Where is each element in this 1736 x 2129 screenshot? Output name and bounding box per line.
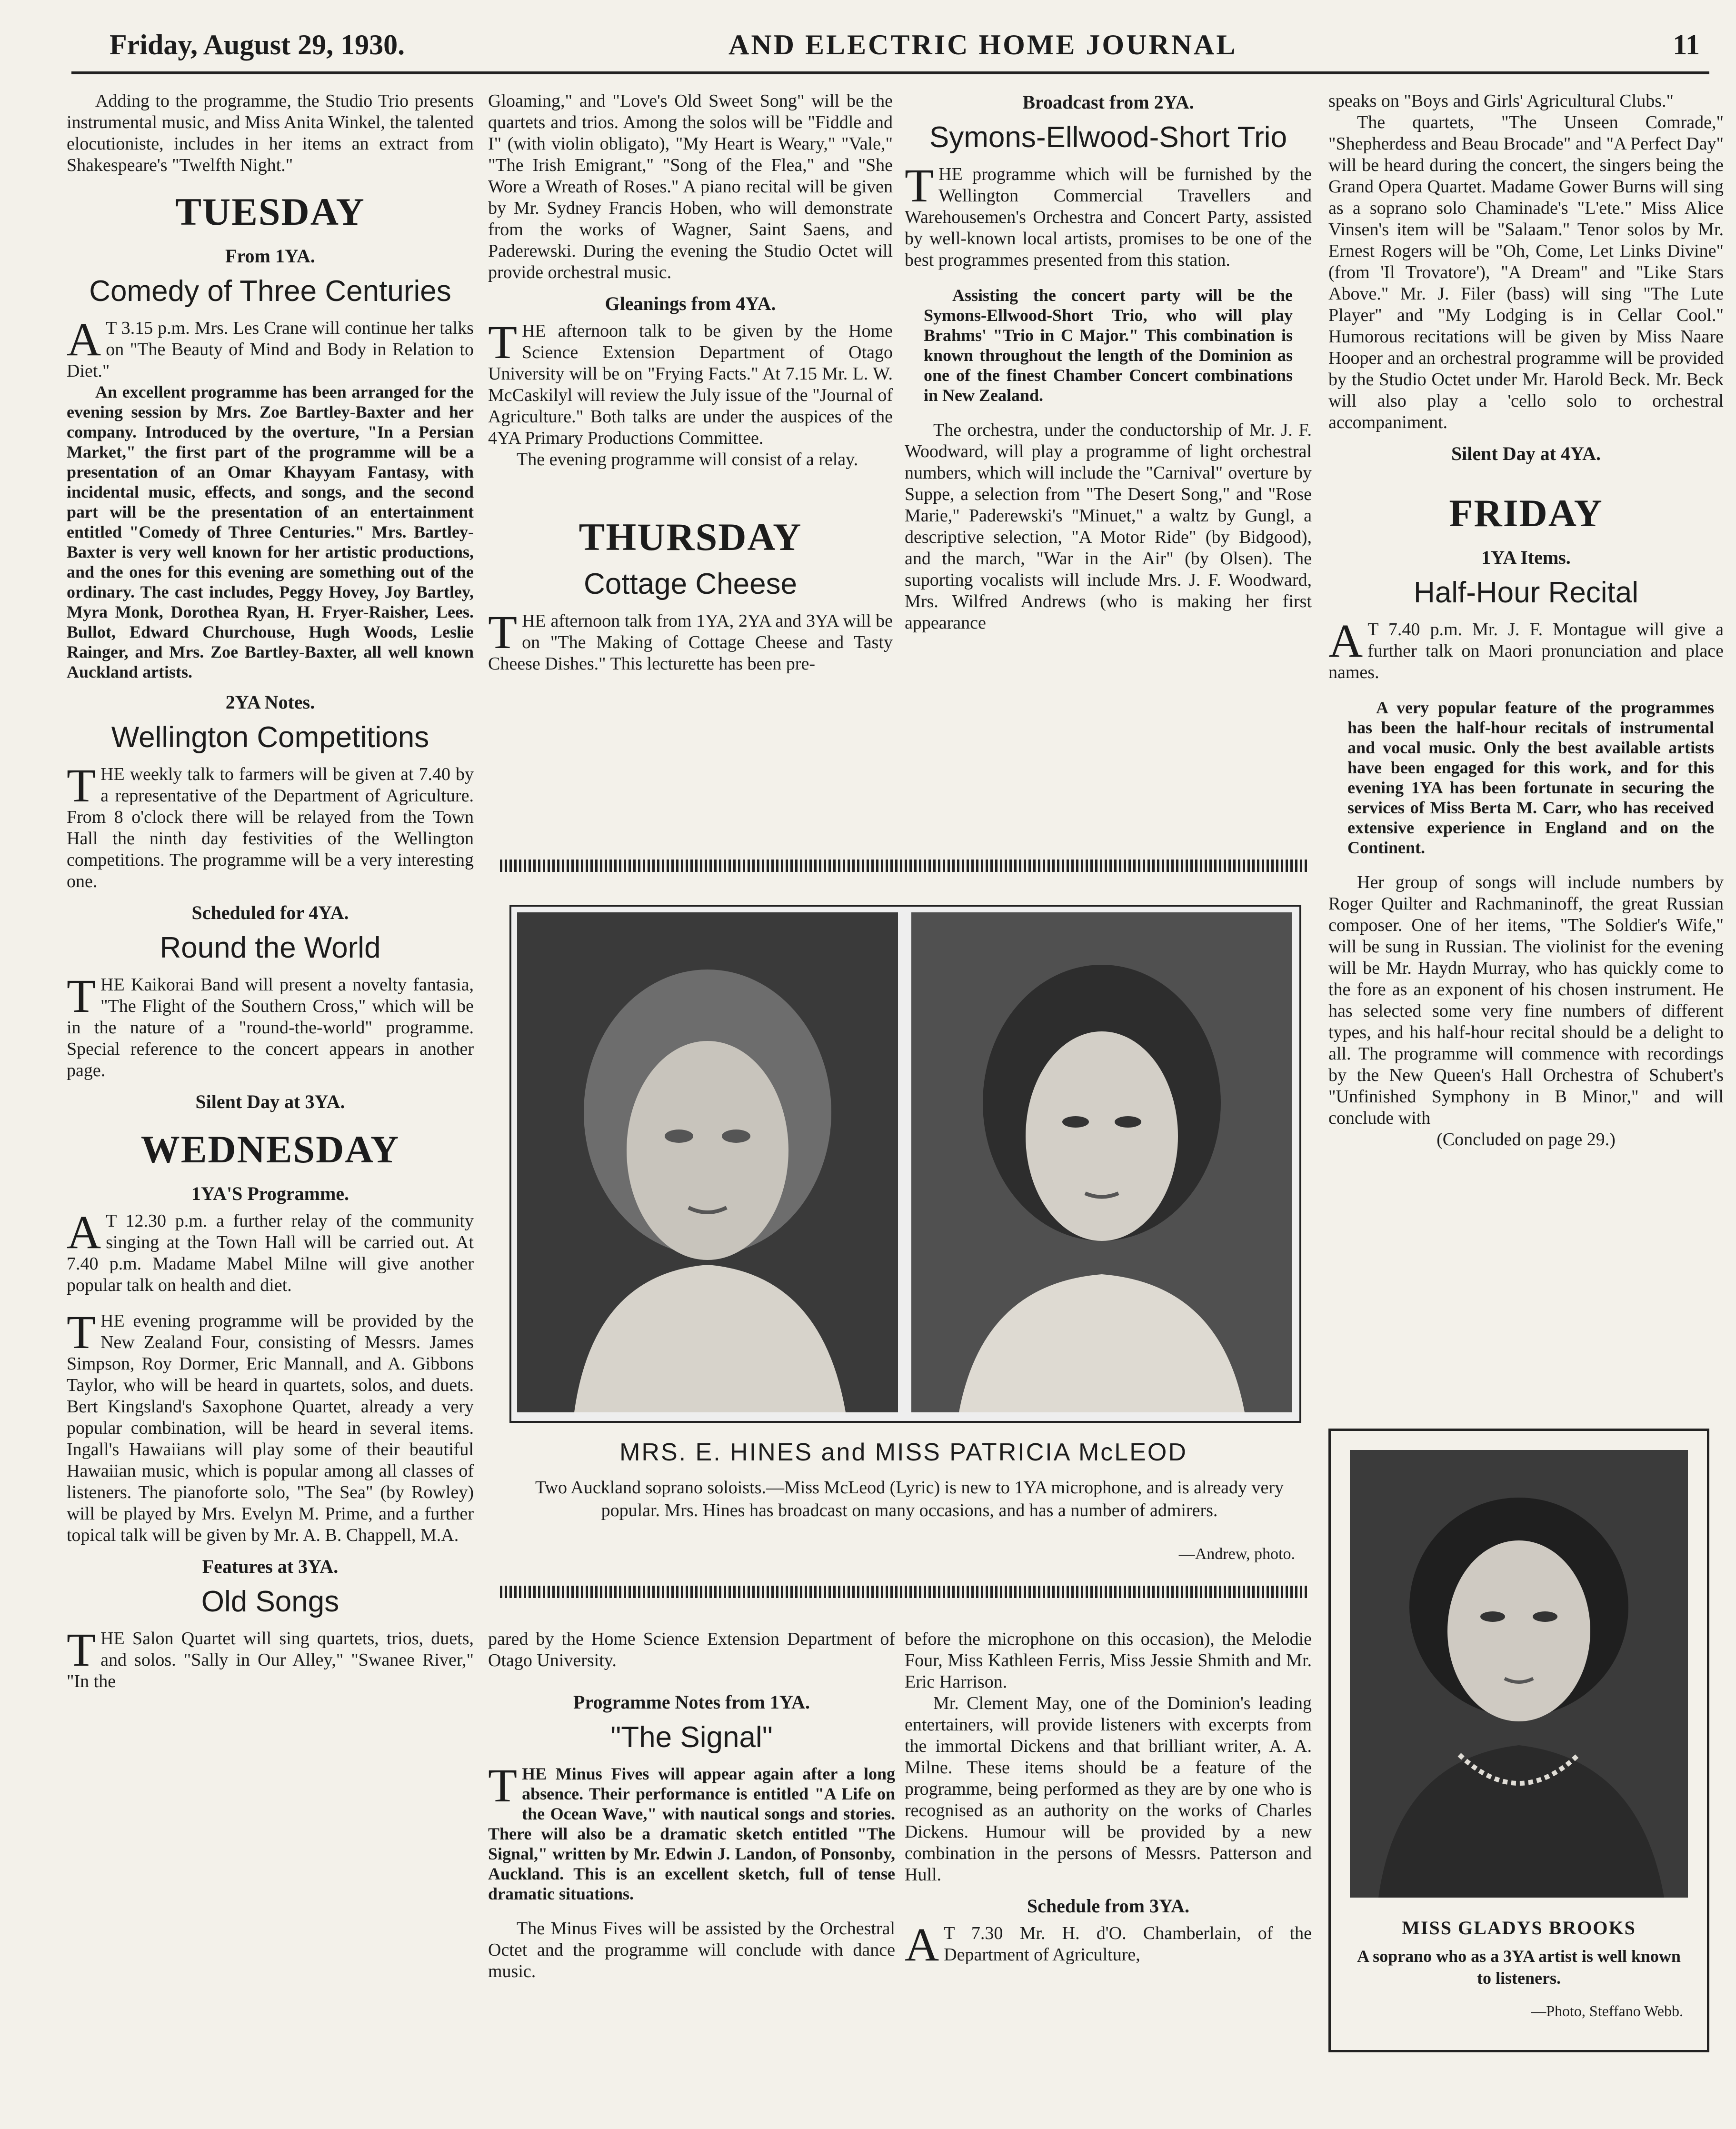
trio-bold-paragraph: Assisting the concert party will be the Symons-Ellwood-Short Trio, who will play Brahms' "Trio in C Major." This combination is known throughout the length of the Dominion as one of the finest Chamber Concert combinations in New Zealand. — [924, 286, 1293, 405]
schedule-3ya-subhead: Schedule from 3YA. — [1027, 1895, 1190, 1917]
decorative-divider-bottom — [500, 1586, 1309, 1598]
column-2 — [488, 90, 893, 675]
drop-cap: T — [488, 606, 518, 659]
silent-4ya-subhead: Silent Day at 4YA. — [1451, 443, 1601, 464]
schedule-paragraph — [905, 1918, 1312, 1971]
wellington-text: HE weekly talk to farmers will be given at 7.40 by a representative of the Department of Agriculture. From 8 o'clock there will be relayed from the Town Hall the ninth day festivities of the Wellington competitions. The programme will be a very interesting one. — [67, 764, 474, 891]
wednesday-text-1: T 12.30 p.m. a further relay of the community singing at the Town Hall will be carried out. At 7.40 p.m. Madame Mabel Milne will give another popular talk on health and diet. — [67, 1211, 474, 1295]
drop-cap: A — [1328, 614, 1363, 667]
cheese-text: HE afternoon talk from 1YA, 2YA and 3YA will be on "The Making of Cottage Cheese and Tasty Cheese Dishes." This lecturette has been pre- — [488, 611, 893, 674]
comedy-paragraph — [67, 313, 474, 382]
recital-text-1: T 7.40 p.m. Mr. J. F. Montague will give a further talk on Maori pronunciation and place names. — [1328, 620, 1724, 682]
page-number: 11 — [1673, 29, 1700, 60]
brooks-credit: —Photo, Steffano Webb. — [1531, 2002, 1683, 2019]
signal-title: "The Signal" — [610, 1721, 773, 1754]
col4-top-paragraph: speaks on "Boys and Girls' Agricultural Clubs." — [1328, 91, 1674, 111]
old-songs-paragraph — [67, 1623, 474, 1692]
column-3 — [905, 90, 1312, 634]
wednesday-text-2: HE evening programme will be provided by the New Zealand Four, consisting of Messrs. James Simpson, Roy Dormer, Eric Mannall, and A. Gibbons Taylor, who will be heard in quartets, solos, and duets. Bert Kingsland's Saxophone Quartet, already a very popular combination, will be heard in several items. Ingall's Hawaiians will play some of their beautiful Hawaiian music, which is popular among all classes of listeners. The pianoforte solo, "The Sea" (by Rowley) will be played by Mrs. Evelyn M. Prime, and a further topical talk will be given by Mr. A. B. Chappell, M.A. — [67, 1311, 474, 1545]
comedy-bold-paragraph: An excellent programme has been arranged for the evening session by Mrs. Zoe Bartley-Baxter and her company. Introduced by the overture, "In a Persian Market," the first part of the programme will be a presentation of an Omar Khayyam Fantasy, with incidental music, effects, and songs, and the second part will be the presentation of an entertainment entitled "Comedy of Three Centuries." Mrs. Bartley-Baxter is very well known for her artistic productions, and the ones for this evening are something out of the ordinary. The cast includes, Peggy Hovey, Joy Bartley, Myra Monk, Dorothea Ryan, H. Fryer-Raisher, Lees. Bullot, Edward Churchouse, Hugh Woods, Leslie Rainger, and Mrs. Zoe Bartley-Baxter, all well known Auckland artists. — [67, 382, 474, 681]
col4-quartets-paragraph: The quartets, "The Unseen Comrade," "Shepherdess and Beau Brocade" and "A Perfect Day" will be heard during the concert, the singers being the Grand Opera Quartet. Madame Gower Burns will sing as a soprano solo Chaminade's "L'ete." Miss Alice Vinsen's item will be "Salaam." Tenor solos by Mr. Ernest Rogers will be "Oh, Come, Let Links Divine" (from 'Il Trovatore'), "A Dream" and "Like Stars Above." Mr. J. Filer (bass) will sing "The Lute Player" and "My Lodging is in Cellar Cool." Humorous recitations will be given by Miss Naare Hooper and an orchestral programme will be provided by the Studio Octet under Mr. Harold Beck. Mr. Beck will also play a 'cello solo to orchestral accompaniment. — [1328, 112, 1724, 432]
comedy-text: T 3.15 p.m. Mrs. Les Crane will continue her talks on "The Beauty of Mind and Body in Relation to Diet." — [67, 318, 474, 381]
round-world-text: HE Kaikorai Band will present a novelty fantasia, "The Flight of the Southern Cross," which will be in the nature of a "round-the-world" programme. Special reference to the concert appears in another page. — [67, 975, 474, 1080]
round-world-paragraph — [67, 970, 474, 1081]
wednesday-heading: WEDNESDAY — [140, 1128, 400, 1171]
notes-1ya-subhead: Programme Notes from 1YA. — [573, 1691, 810, 1713]
items-1ya-subhead: 1YA Items. — [1481, 547, 1571, 568]
recital-bold-paragraph: A very popular feature of the programmes has been the half-hour recitals of instrumental and vocal music. Only the best available artists have been engaged for this work, and for this evening 1YA has been fortunate in securing the services of Miss Berta M. Carr, who has received extensive experience in England and on the Continent. — [1347, 698, 1714, 857]
tuesday-heading: TUESDAY — [175, 190, 365, 233]
broadcast-2ya-subhead: Broadcast from 2YA. — [1022, 91, 1194, 113]
gleanings-paragraph — [488, 316, 893, 449]
concluded-note: (Concluded on page 29.) — [1437, 1129, 1616, 1149]
wellington-title: Wellington Competitions — [111, 721, 429, 754]
portrait-miss-mcleod — [911, 912, 1292, 1412]
col2b-top-paragraph: pared by the Home Science Extension Department of Otago University. — [488, 1629, 895, 1670]
brooks-name: MISS GLADYS BROOKS — [1402, 1917, 1636, 1939]
old-songs-title: Old Songs — [201, 1585, 339, 1618]
prog-1ya-subhead: 1YA'S Programme. — [191, 1183, 349, 1204]
drop-cap: A — [905, 1918, 939, 1971]
trio-text-1: HE programme which will be furnished by the Wellington Commercial Travellers and Warehousemen's Orchestra and Concert Party, assisted by well-known local artists, promises to be one of the best programmes presented from this station. — [905, 164, 1312, 270]
notes-2ya-subhead: 2YA Notes. — [225, 691, 315, 713]
col2-top-paragraph: Gloaming," and "Love's Old Sweet Song" will be the quartets and trios. Among the solos will be "Fiddle and I" (with violin obligato), "My Heart is Weary," "Vale," "The Irish Emigrant," "Song of the Flea," and "She Wore a Wreath of Roses." A piano recital will be given by Mr. Sydney Francis Hoben, who will demonstrate from the works of Wagner, Saint Saens, and Paderewski. During the evening the Studio Octet will provide orchestral music. — [488, 91, 893, 282]
portrait-mrs-hines — [517, 912, 898, 1412]
cheese-title: Cottage Cheese — [583, 568, 798, 600]
photo-caption-title: MRS. E. HINES and MISS PATRICIA McLEOD — [619, 1439, 1187, 1466]
signal-bold-paragraph — [488, 1759, 895, 1904]
intro-paragraph: Adding to the programme, the Studio Trio presents instrumental music, and Miss Anita Winkel, the talented elocutioniste, includes in her items an extract from Shakespeare's "Twelfth Night." — [67, 91, 474, 175]
recital-paragraph-3: Her group of songs will include numbers by Roger Quilter and Rachmaninoff, the great Russian composer. One of her items, "The Soldier's Wife," will be sung in Russian. The violinist for the evening will be Mr. Haydn Murray, who has quickly come to the fore as an exponent of his chosen instrument. He has selected some very fine numbers of different types, and his half-hour recital should be a delight to all. The programme will commence with recordings by the New Queen's Hall Orchestra of Schubert's "Unfinished Symphony in B Minor," and will conclude with — [1328, 872, 1724, 1128]
drop-cap: T — [905, 159, 934, 212]
drop-cap: A — [67, 313, 101, 366]
column-2-bottom — [488, 1629, 895, 1982]
column-4 — [1328, 90, 1724, 1150]
round-world-title: Round the World — [160, 931, 381, 964]
clement-may-paragraph: Mr. Clement May, one of the Dominion's leading entertainers, will provide listeners with excerpts from the immortal Dickens and that brilliant writer, A. A. Milne. These items should be a feature of the programme, being performed as they are by one who is recognised as an authority on the works of Charles Dickens. Humour will be provided by a new combination in the persons of Messrs. Patterson and Hull. — [905, 1693, 1312, 1885]
gleanings-subhead: Gleanings from 4YA. — [605, 293, 776, 314]
gleanings-text: HE afternoon talk to be given by the Home Science Extension Department of Otago University will be on "Frying Facts." At 7.15 Mr. L. W. McCaskilyl will review the July issue of the "Journal of Agriculture." Both talks are under the auspices of the 4YA Primary Productions Committee. — [488, 321, 893, 448]
from-1ya-subhead: From 1YA. — [225, 245, 315, 267]
scheduled-4ya-subhead: Scheduled for 4YA. — [191, 902, 349, 923]
col3b-top-paragraph: before the microphone on this occasion), the Melodie Four, Miss Kathleen Ferris, Miss Jessie Shmith and Mr. Eric Harrison. — [905, 1629, 1312, 1692]
issue-date: Friday, August 29, 1930. — [110, 29, 405, 60]
wednesday-paragraph-2 — [67, 1306, 474, 1546]
photo-caption-text: Two Auckland soprano soloists.—Miss McLeod (Lyric) is new to 1YA microphone, and is already very popular. Mrs. Hines has broadcast on many occasions, and has a number of admirers. — [535, 1478, 1284, 1520]
schedule-text: T 7.30 Mr. H. d'O. Chamberlain, of the Department of Agriculture, — [944, 1923, 1312, 1965]
trio-paragraph-3: The orchestra, under the conductorship of Mr. J. F. Woodward, will play a programme of light orchestral numbers, which will include the "Carnival" overture by Suppe, a selection from "The Desert Song," and "Rose Marie," Paderewski's "Minuet," a waltz by Gungl, a descriptive selection, "A Motor Ride" (by Bidgood), and the march, "War in the Air" (by Olsen). The suporting vocalists will include Mrs. J. F. Woodward, Mrs. Wilfred Andrews (who is making her first appearance — [905, 420, 1312, 633]
recital-title: Half-Hour Recital — [1413, 576, 1639, 609]
trio-paragraph-1 — [905, 159, 1312, 271]
signal-paragraph-2: The Minus Fives will be assisted by the Orchestral Octet and the programme will conclude with dance music. — [488, 1919, 895, 1981]
journal-title: AND ELECTRIC HOME JOURNAL — [728, 29, 1237, 60]
portrait-gladys-brooks — [1350, 1450, 1688, 1898]
drop-cap: T — [67, 970, 96, 1022]
column-3-bottom — [905, 1629, 1312, 1971]
brooks-photo-box — [1328, 1429, 1709, 2052]
wellington-paragraph — [67, 759, 474, 892]
thursday-heading: THURSDAY — [579, 515, 802, 559]
recital-paragraph-1 — [1328, 614, 1724, 683]
friday-heading: FRIDAY — [1449, 491, 1603, 535]
comedy-title: Comedy of Three Centuries — [89, 275, 451, 308]
drop-cap: T — [67, 1623, 96, 1676]
masthead — [71, 19, 1709, 74]
features-3ya-subhead: Features at 3YA. — [202, 1556, 339, 1577]
column-1 — [67, 90, 474, 1692]
old-songs-text: HE Salon Quartet will sing quartets, trios, duets, and solos. "Sally in Our Alley," "Swanee River," "In the — [67, 1629, 474, 1691]
photo-caption-credit: —Andrew, photo. — [1178, 1545, 1295, 1563]
brooks-caption: A soprano who as a 3YA artist is well known to listeners. — [1357, 1947, 1681, 1988]
wednesday-paragraph-1 — [67, 1206, 474, 1296]
drop-cap: T — [67, 759, 96, 812]
decorative-divider-top — [500, 860, 1309, 872]
cheese-paragraph — [488, 606, 893, 675]
gleanings-paragraph-2: The evening programme will consist of a relay. — [517, 450, 858, 470]
portrait-photos — [509, 905, 1301, 1423]
silent-3ya-subhead: Silent Day at 3YA. — [195, 1091, 345, 1112]
drop-cap: A — [67, 1206, 101, 1259]
drop-cap: T — [67, 1306, 96, 1359]
trio-title: Symons-Ellwood-Short Trio — [929, 121, 1287, 154]
drop-cap: T — [488, 316, 518, 369]
drop-cap: T — [488, 1759, 518, 1812]
signal-text-1: HE Minus Fives will appear again after a long absence. Their performance is entitled "A Life on the Ocean Wave," with nautical songs and stories. There will also be a dramatic sketch entitled "The Signal," written by Mr. Edwin J. Landon, of Ponsonby, Auckland. This is an excellent sketch, full of tense dramatic situations. — [488, 1764, 895, 1903]
